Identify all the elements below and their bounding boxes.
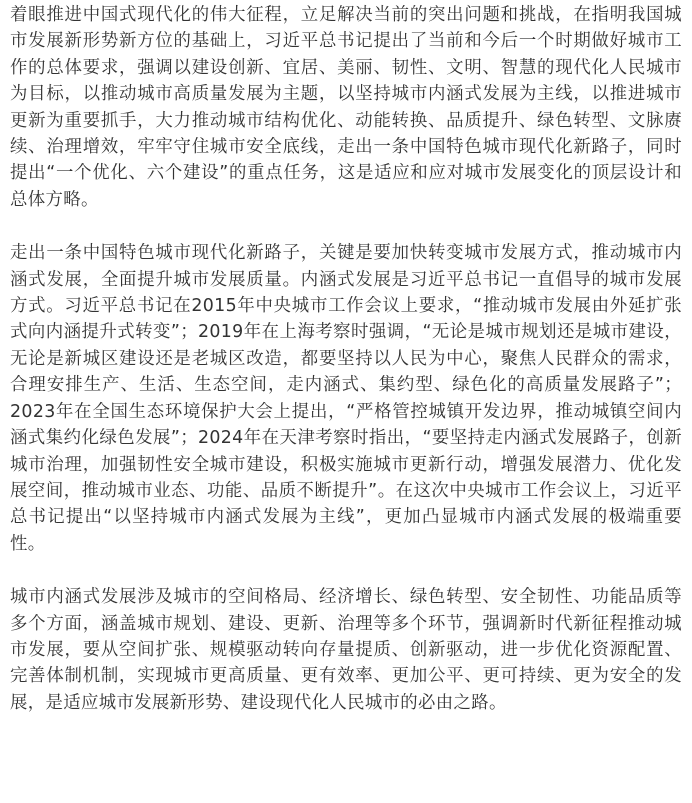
article-body bbox=[10, 2, 682, 717]
paragraph-intensive-development: 走出一条中国特色城市现代化新路子，关键是要加快转变城市发展方式，推动城市内涵式发展，全面提升城市发展质量。内涵式发展是习近平总书记一直倡导的城市发展方式。习近平总书记在2015年中央城市工作会议上要求，“推动城市发展由外延扩张式向内涵提升式转变”；2019年在上海考察时强调，“无论是城市规划还是城市建设，无论是新城区建设还是老城区改造，都要坚持以人民为中心，聚焦人民群众的需求，合理安排生产、生活、生态空间，走内涵式、集约型、绿色化的高质量发展路子”；2023年在全国生态环境保护大会上提出，“严格管控城镇开发边界，推动城镇空间内涵式集约化绿色发展”；2024年在天津考察时指出，“要坚持走内涵式发展路子，创新城市治理，加强韧性安全城市建设，积极实施城市更新行动，增强发展潜力、优化发展空间，推动城市业态、功能、品质不断提升”。在这次中央城市工作会议上，习近平总书记提出“以坚持城市内涵式发展为主线”，更加凸显城市内涵式发展的极端重要性。 bbox=[10, 243, 682, 554]
paragraph-development-scope: 城市内涵式发展涉及城市的空间格局、经济增长、绿色转型、安全韧性、功能品质等多个方面，涵盖城市规划、建设、更新、治理等多个环节，强调新时代新征程推动城市发展，要从空间扩张、规模驱动转向存量提质、创新驱动，进一步优化资源配置、完善体制机制，实现城市更高质量、更有效率、更加公平、更可持续、更为安全的发展，是适应城市发展新形势、建设现代化人民城市的必由之路。 bbox=[10, 587, 682, 713]
paragraph-urban-work-requirements: 着眼推进中国式现代化的伟大征程，立足解决当前的突出问题和挑战，在指明我国城市发展新形势新方位的基础上，习近平总书记提出了当前和今后一个时期做好城市工作的总体要求，强调以建设创新、宜居、美丽、韧性、文明、智慧的现代化人民城市为目标，以推动城市高质量发展为主题，以坚持城市内涵式发展为主线，以推进城市更新为重要抓手，大力推动城市结构优化、动能转换、品质提升、绿色转型、文脉赓续、治理增效，牢牢守住城市安全底线，走出一条中国特色城市现代化新路子，同时提出“一个优化、六个建设”的重点任务，这是适应和应对城市发展变化的顶层设计和总体方略。 bbox=[10, 5, 682, 210]
